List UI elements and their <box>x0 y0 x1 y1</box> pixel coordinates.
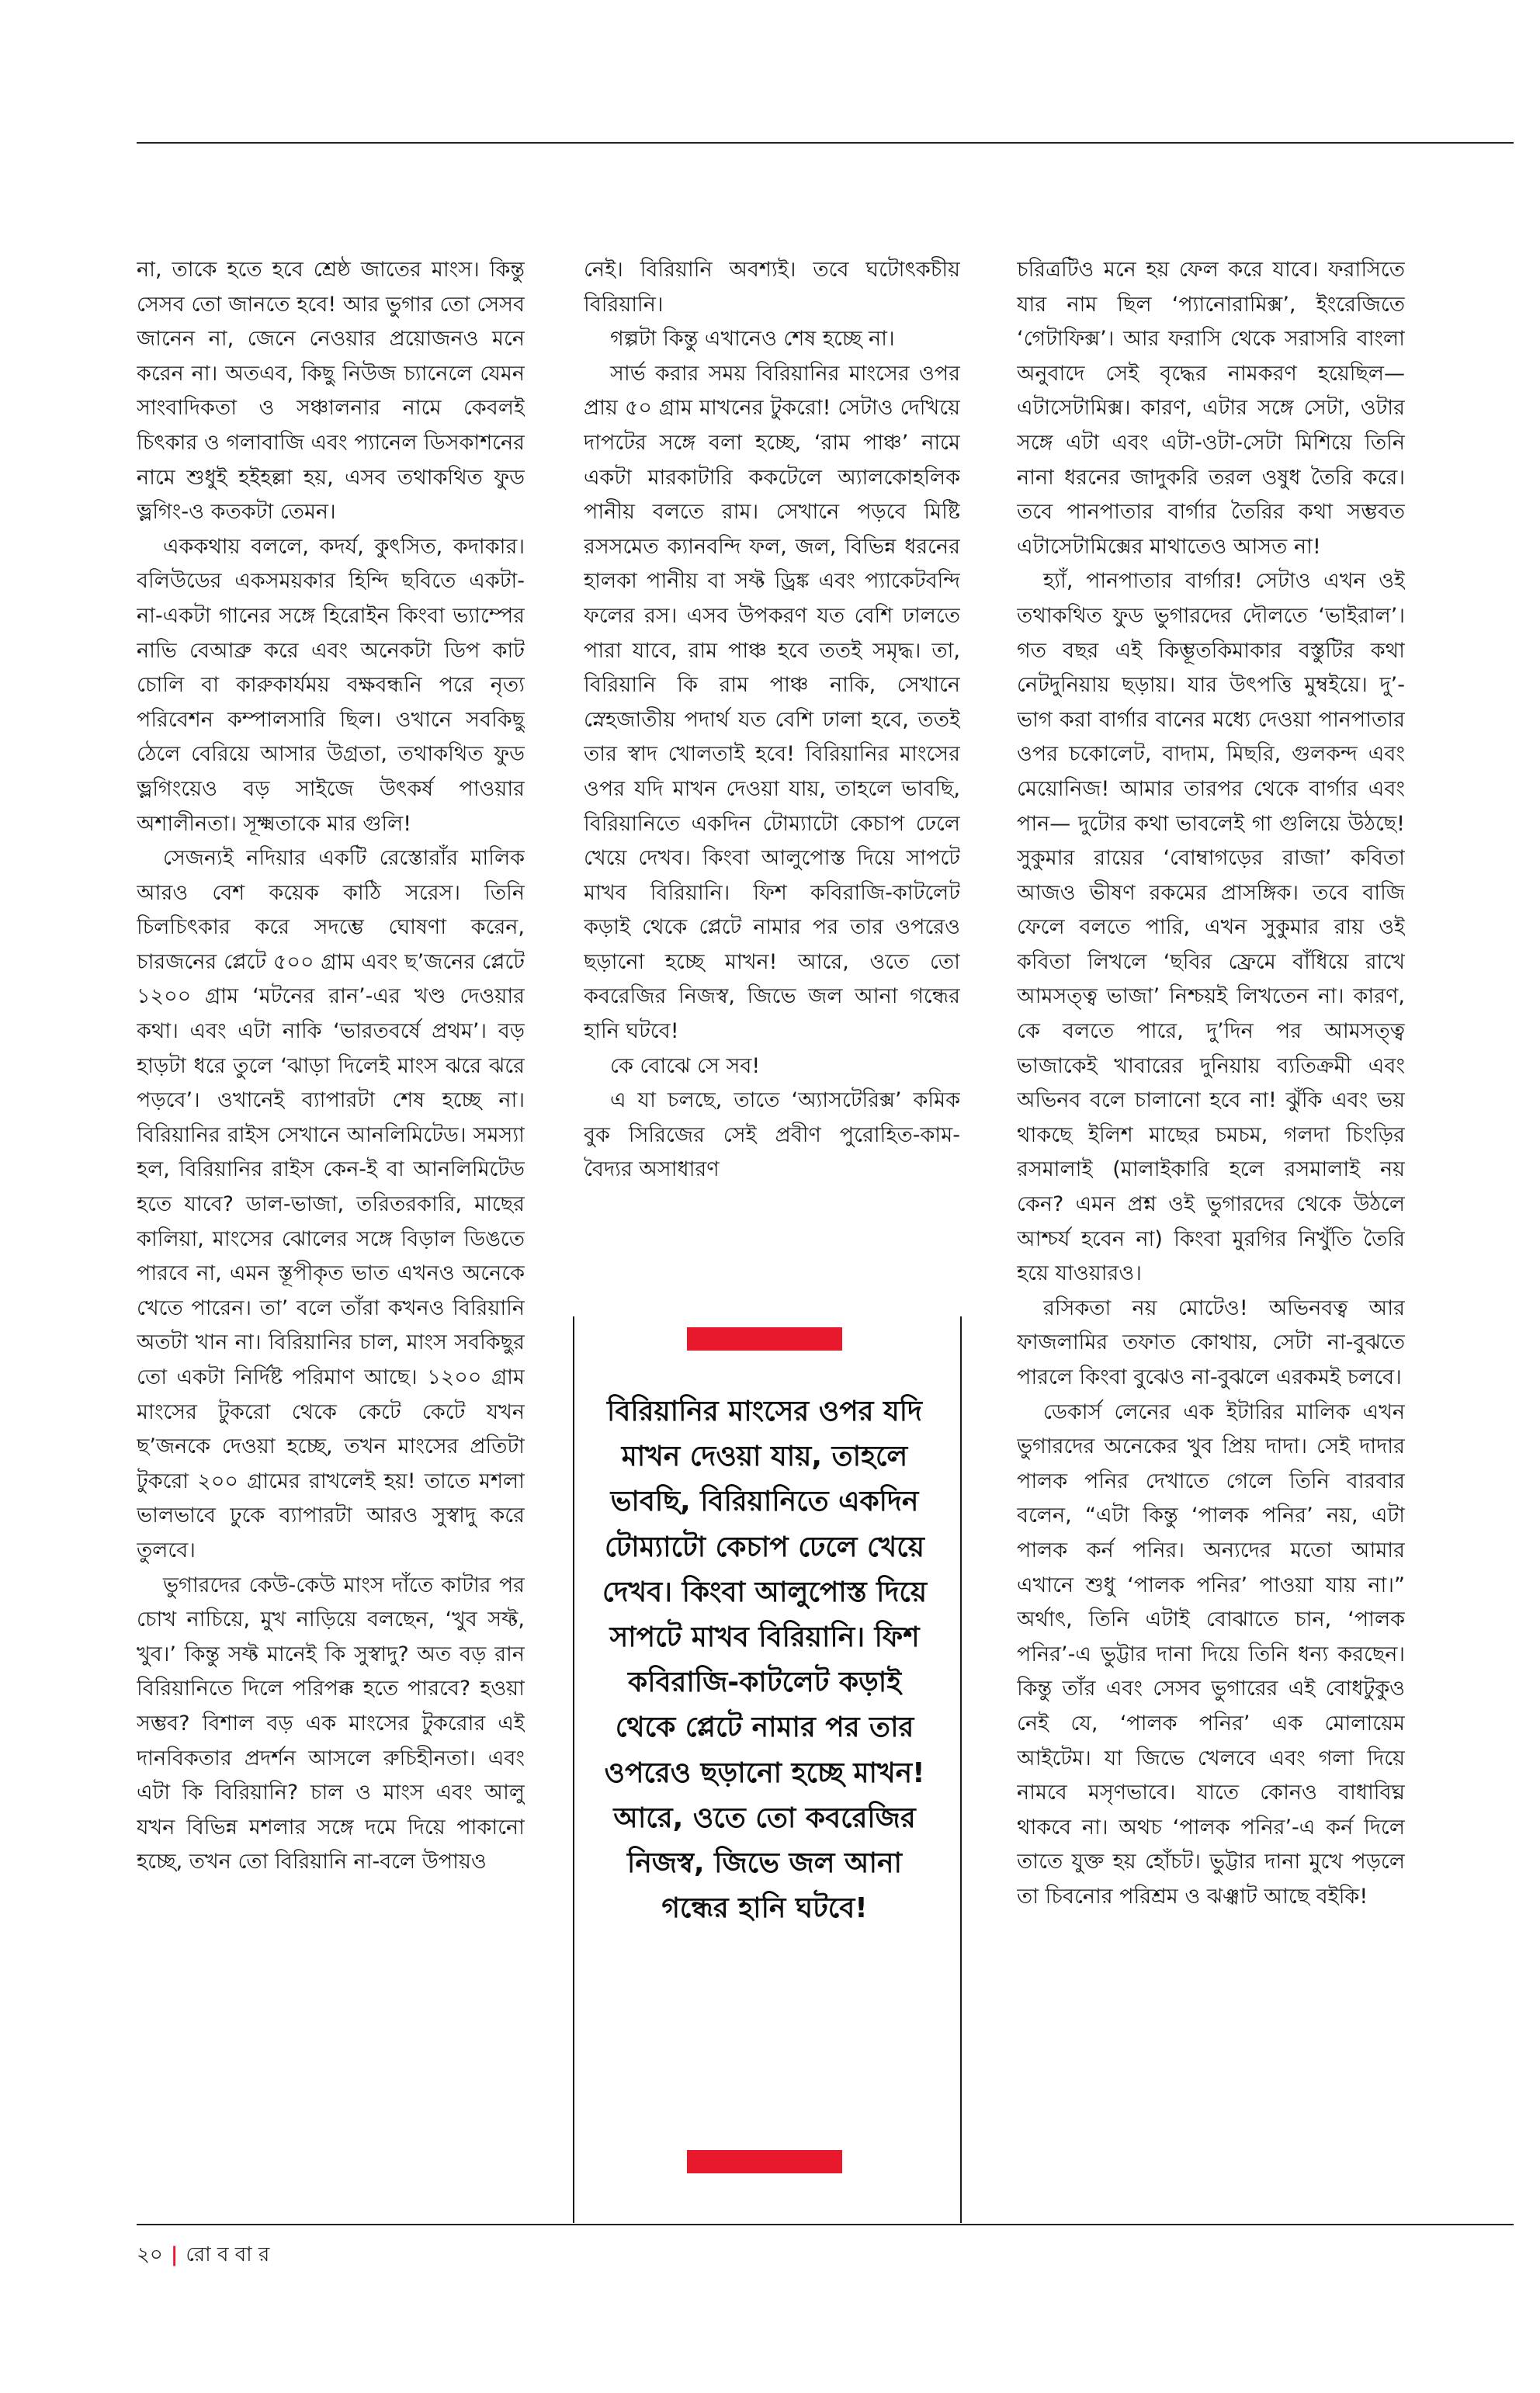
paragraph: চরিত্রটিও মনে হয় ফেল করে যাবে। ফরাসিতে যার নাম ছিল ‘প্যানোরামিক্স’, ইংরেজিতে ‘গেটাফিক্স’। আর ফরাসি থেকে সরাসরি বাংলা অনুবাদে সেই বৃদ্ধের নামকরণ হয়েছিল— এটাসেটামিক্স। কারণ, এটার সঙ্গে সেটা, ওটার সঙ্গে এটা এবং এটা-ওটা-সেটা মিশিয়ে তিনি নানা ধরনের জাদুকরি তরল ওষুধ তৈরি করে। তবে পানপাতার বার্গার তৈরির কথা সম্ভবত এটাসেটামিক্সের মাথাতেও আসত না! <box>1017 258 1405 559</box>
top-rule <box>137 142 1514 144</box>
pull-quote-right-rule <box>960 1316 962 2223</box>
paragraph: না, তাকে হতে হবে শ্রেষ্ঠ জাতের মাংস। কিন্তু সেসব তো জানতে হবে! আর ভুগার তো সেসব জানেন না, জেনে নেওয়ার প্রয়োজনও মনে করেন না। অতএব, কিছু নিউজ চ্যানেলে যেমন সাংবাদিকতা ও সঞ্চালনার নামে কেবলই চিৎকার ও গলাবাজি এবং প্যানেল ডিসকাশনের নামে শুধুই হইহল্লা হয়, এসব তথাকথিত ফুড ভ্লগিং-ও কতকটা তেমন। <box>137 258 525 525</box>
pull-quote-bottom-bar <box>687 2150 842 2173</box>
pull-quote-left-rule <box>573 1316 574 2223</box>
article-column-1 <box>137 253 525 2240</box>
paragraph: ডেকার্স লেনের এক ইটারির মালিক এখন ভুগারদের অনেকের খুব প্রিয় দাদা। সেই দাদার পালক পনির দেখাতে গেলে তিনি বারবার বলেন, “এটা কিন্তু ‘পালক পনির’ নয়, এটা পালক কর্ন পনির। অন্যদের মতো আমার এখানে শুধু ‘পালক পনির’ পাওয়া যায় না।” অর্থাৎ, তিনি এটাই বোঝাতে চান, ‘পালক পনির’-এ ভুট্টার দানা দিয়ে তিনি ধন্য করছেন। কিন্তু তাঁর এবং সেসব ভুগারের এই বোধটুকুও নেই যে, ‘পালক পনির’ এক মোলায়েম আইটেম। যা জিভে খেলবে এবং গলা দিয়ে নামবে মসৃণভাবে। যাতে কোনও বাধাবিঘ্ন থাকবে না। অথচ ‘পালক পনির’-এ কর্ন দিলে তাতে যুক্ত হয় হোঁচট। ভুট্টার দানা মুখে পড়লে তা চিবনোর পরিশ্রম ও ঝঞ্ঝাট আছে বইকি! <box>1017 1399 1405 1909</box>
paragraph: ভুগারদের কেউ-কেউ মাংস দাঁতে কাটার পর চোখ নাচিয়ে, মুখ নাড়িয়ে বলছেন, ‘খুব সফ্ট, খুব।’ কিন্তু সফ্ট মানেই কি সুস্বাদু? অত বড় রান বিরিয়ানিতে দিলে পরিপক্ক হতে পারবে? হওয়া সম্ভব? বিশাল বড় এক মাংসের টুকরোর এই দানবিকতার প্রদর্শন আসলে রুচিহীনতা। এবং এটা কি বিরিয়ানি? চাল ও মাংস এবং আলু যখন বিভিন্ন মশলার সঙ্গে দমে দিয়ে পাকানো হচ্ছে, তখন তো বিরিয়ানি না-বলে উপায়ও <box>137 1573 525 1875</box>
article-column-3 <box>1017 253 1405 2240</box>
page-number: ২০ <box>137 2243 163 2266</box>
paragraph: রসিকতা নয় মোটেও! অভিনবত্ব আর ফাজলামির তফাত কোথায়, সেটা না-বুঝতে পারলে কিংবা বুঝেও না-বুঝলে এরকমই চলবে। <box>1017 1295 1405 1389</box>
paragraph: হ্যাঁ, পানপাতার বার্গার! সেটাও এখন ওই তথাকথিত ফুড ভুগারদের দৌলতে ‘ভাইরাল’। গত বছর এই কিম্ভূতকিমাকার বস্তুটির কথা নেটদুনিয়ায় ছড়ায়। যার উৎপত্তি মুম্বইয়ে। দু’-ভাগ করা বার্গার বানের মধ্যে দেওয়া পানপাতার ওপর চকোলেট, বাদাম, মিছরি, গুলকন্দ এবং মেয়োনিজ! আমার তারপর থেকে বার্গার এবং পান— দুটোর কথা ভাবলেই গা গুলিয়ে উঠছে! সুকুমার রায়ের ‘বোম্বাগড়ের রাজা’ কবিতা আজও ভীষণ রকমের প্রাসঙ্গিক। তবে বাজি ফেলে বলতে পারি, এখন সুকুমার রায় ওই কবিতা লিখলে ‘ছবির ফ্রেমে বাঁধিয়ে রাখে আমসত্ত্ব ভাজা’ নিশ্চয়ই লিখতেন না। কারণ, কে বলতে পারে, দু’দিন পর আমসত্ত্ব ভাজাকেই খাবারের দুনিয়ায় ব্যতিক্রমী এবং অভিনব বলে চালানো হবে না! ঝুঁকি এবং ভয় থাকছে ইলিশ মাছের চমচম, গলদা চিংড়ির রসমালাই (মালাইকারি হলে রসমালাই নয় কেন? এমন প্রশ্ন ওই ভুগারদের থেকে উঠলে আশ্চর্য হবেন না) কিংবা মুরগির নিখুঁতি তৈরি হয়ে যাওয়ারও। <box>1017 569 1405 1286</box>
pull-quote-top-bar <box>687 1327 842 1351</box>
paragraph: এককথায় বললে, কদর্য, কুৎসিত, কদাকার। বলিউডের একসময়কার হিন্দি ছবিতে একটা-না-একটা গানের সঙ্গে হিরোইন কিংবা ভ্যাম্পের নাভি বেআব্রু করে এবং অনেকটা ডিপ কাট চোলি বা কারুকার্যময় বক্ষবন্ধনি পরে নৃত্য পরিবেশন কম্পালসারি ছিল। ওখানে সবকিছু ঠেলে বেরিয়ে আসার উগ্রতা, তথাকথিত ফুড ভ্লগিংয়েও বড় সাইজে উৎকর্ষ পাওয়ার অশালীনতা। সূক্ষ্মতাকে মার গুলি! <box>137 534 525 836</box>
article-column-2 <box>584 253 960 1285</box>
paragraph: কে বোঝে সে সব! <box>610 1053 761 1078</box>
page-footer <box>137 2242 269 2268</box>
paragraph: নেই। বিরিয়ানি অবশ্যই। তবে ঘটোৎকচীয় বিরিয়ানি। <box>584 258 960 317</box>
paragraph: সেজন্যই নদিয়ার একটি রেস্তোরাঁর মালিক আরও বেশ কয়েক কাঠি সরেস। তিনি চিলচিৎকার করে সদম্ভে ঘোষণা করেন, চারজনের প্লেটে ৫০০ গ্রাম এবং ছ’জনের প্লেটে ১২০০ গ্রাম ‘মটনের রান’-এর খণ্ড দেওয়ার কথা। এবং এটা নাকি ‘ভারতবর্ষে প্রথম’। বড় হাড়টা ধরে তুলে ‘ঝাড়া দিলেই মাংস ঝরে ঝরে পড়বে’। ওখানেই ব্যাপারটা শেষ হচ্ছে না। বিরিয়ানির রাইস সেখানে আনলিমিটেড। সমস্যা হল, বিরিয়ানির রাইস কেন-ই বা আনলিমিটেড হতে যাবে? ডাল-ভাজা, তরিতরকারি, মাছের কালিয়া, মাংসের ঝোলের সঙ্গে বিড়াল ডিঙতে পারবে না, এমন স্তূপীকৃত ভাত এখনও অনেকে খেতে পারেন। তা’ বলে তাঁরা কখনও বিরিয়ানি অতটা খান না। বিরিয়ানির চাল, মাংস সবকিছুর তো একটা নির্দিষ্ট পরিমাণ আছে। ১২০০ গ্রাম মাংসের টুকরো থেকে কেটে কেটে যখন ছ’জনকে দেওয়া হচ্ছে, তখন মাংসের প্রতিটা টুকরো ২০০ গ্রামের রাখলেই হয়! তাতে মশলা ভালভাবে ঢুকে ব্যাপারটা আরও সুস্বাদু করে তুলবে। <box>137 846 525 1562</box>
footer-separator: | <box>170 2243 179 2266</box>
paragraph: এ যা চলছে, তাতে ‘অ্যাসটেরিক্স’ কমিক বুক সিরিজের সেই প্রবীণ পুরোহিত-কাম-বৈদ্যর অসাধারণ <box>584 1088 960 1182</box>
magazine-name: রো ব বা র <box>186 2243 270 2266</box>
bottom-rule <box>137 2224 1514 2225</box>
paragraph: গল্পটা কিন্তু এখানেও শেষ হচ্ছে না। <box>610 327 895 352</box>
paragraph: সার্ভ করার সময় বিরিয়ানির মাংসের ওপর প্রায় ৫০ গ্রাম মাখনের টুকরো! সেটাও দেখিয়ে দাপটের সঙ্গে বলা হচ্ছে, ‘রাম পাঞ্চ’ নামে একটা মারকাটারি ককটেলে অ্যালকোহলিক পানীয় বলতে রাম। সেখানে পড়বে মিষ্টি রসসমেত ক্যানবন্দি ফল, জল, বিভিন্ন ধরনের হালকা পানীয় বা সফ্ট ড্রিঙ্ক এবং প্যাকেটবন্দি ফলের রস। এসব উপকরণ যত বেশি ঢালতে পারা যাবে, রাম পাঞ্চ হবে ততই সমৃদ্ধ। তা, বিরিয়ানি কি রাম পাঞ্চ নাকি, সেখানে স্নেহজাতীয় পদার্থ যত বেশি ঢালা হবে, ততই তার স্বাদ খোলতাই হবে! বিরিয়ানির মাংসের ওপর যদি মাখন দেওয়া যায়, তাহলে ভাবছি, বিরিয়ানিতে একদিন টোম্যাটো কেচাপ ঢেলে খেয়ে দেখব। কিংবা আলুপোস্ত দিয়ে সাপটে মাখব বিরিয়ানি। ফিশ কবিরাজি-কাটলেট কড়াই থেকে প্লেটে নামার পর তার ওপরেও ছড়ানো হচ্ছে মাখন! আরে, ওতে তো কবরেজির নিজস্ব, জিভে জল আনা গন্ধের হানি ঘটবে! <box>584 361 960 1044</box>
pull-quote: বিরিয়ানির মাংসের ওপর যদি মাখন দেওয়া যায়, তাহলে ভাবছি, বিরিয়ানিতে একদিন টোম্যাটো কেচাপ ঢেলে খেয়ে দেখব। কিংবা আলুপোস্ত দিয়ে সাপটে মাখব বিরিয়ানি। ফিশ কবিরাজি-কাটলেট কড়াই থেকে প্লেটে নামার পর তার ওপরেও ছড়ানো হচ্ছে মাখন! আরে, ওতে তো কবরেজির নিজস্ব, জিভে জল আনা গন্ধের হানি ঘটবে! <box>602 1396 928 1925</box>
